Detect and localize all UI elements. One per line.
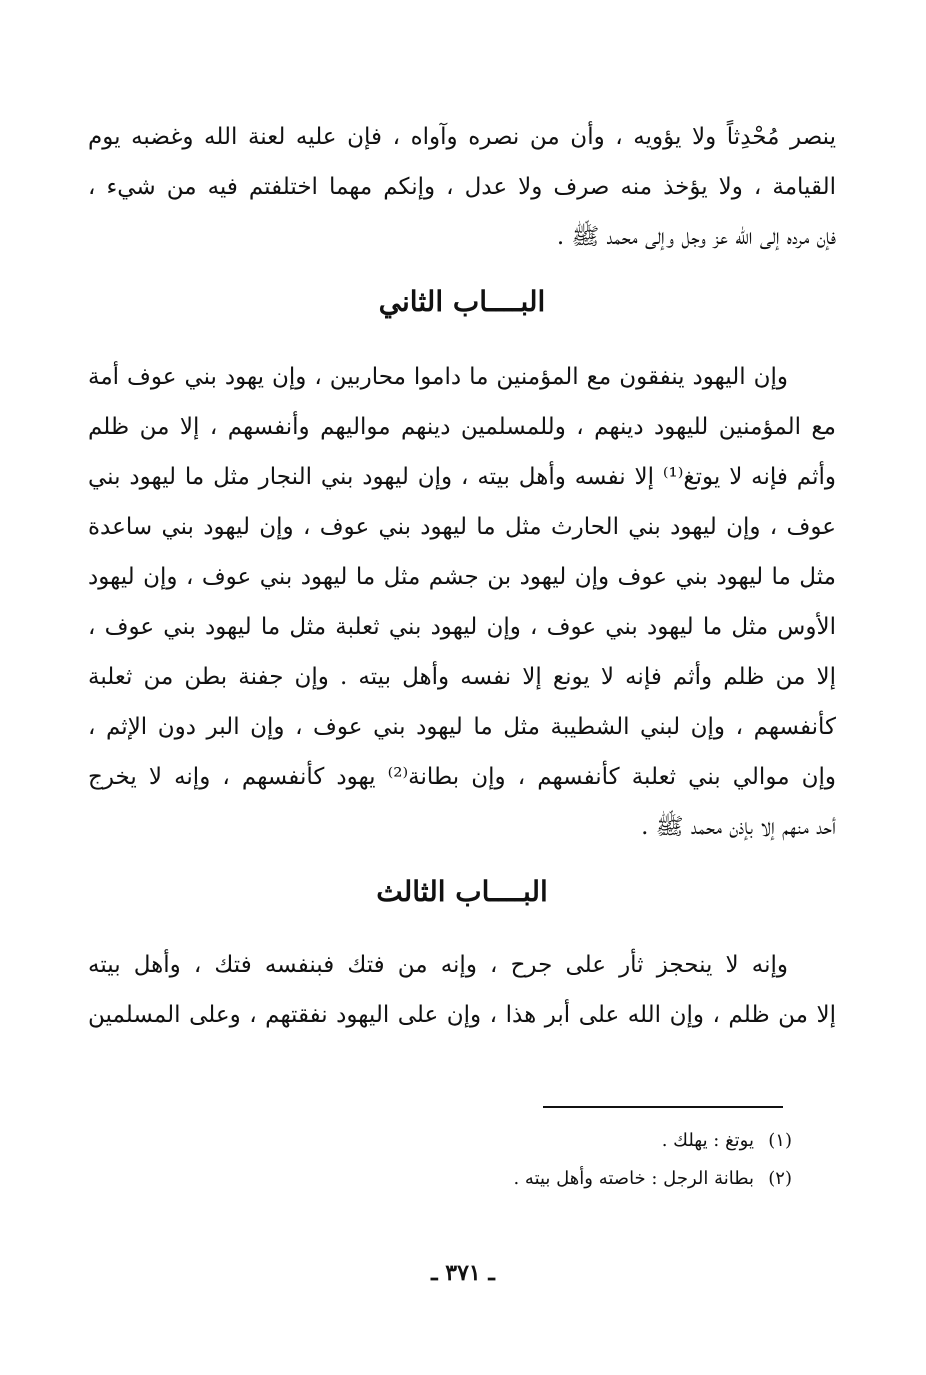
text-line: الأوس مثل ما ليهود بني عوف ، وإن ليهود بني ثعلبة مثل ما ليهود بني عوف ، xyxy=(88,614,836,640)
footnote-item xyxy=(192,1160,792,1198)
text-line: وإن موالي بني ثعلبة كأنفسهم ، وإن بطانة⁽²⁾ يهود كأنفسهم ، وإنه لا يخرج xyxy=(88,764,836,790)
text-line: إلا من ظلم ، وإن الله على أبر هذا ، وإن على اليهود نفقتهم ، وعلى المسلمين xyxy=(88,1002,836,1028)
footnote-number: (٢) xyxy=(768,1168,792,1189)
paragraph-1 xyxy=(88,112,836,262)
text-line: أحد منهم إلا بإذن محمد ﷺ . xyxy=(641,814,836,840)
paragraph-3 xyxy=(88,940,836,1040)
text-line: ينصر مُحْدِثاً ولا يؤويه ، وأن من نصره وآواه ، فإن عليه لعنة الله وغضبه يوم xyxy=(88,124,836,150)
text-line: كأنفسهم ، وإن لبني الشطيبة مثل ما ليهود بني عوف ، وإن البر دون الإثم ، xyxy=(88,714,836,740)
text-line: فإن مرده إلى الله عز وجل وإلى محمد ﷺ . xyxy=(556,224,836,250)
text-line: وإنه لا ينحجز ثأر على جرح ، وإنه من فتك فبنفسه فتك ، وأهل بيته xyxy=(88,952,788,978)
text-line: مثل ما ليهود بني عوف وإن ليهود بن جشم مثل ما ليهود بني عوف ، وإن ليهود xyxy=(88,564,836,590)
footnote-text: يوتغ : يهلك . xyxy=(661,1130,754,1151)
text-line: وإن اليهود ينفقون مع المؤمنين ما داموا محاربين ، وإن يهود بني عوف أمة xyxy=(88,364,788,390)
text-line: إلا من ظلم وأثم فإنه لا يونع إلا نفسه وأهل بيته . وإن جفنة بطن من ثعلبة xyxy=(88,664,836,690)
text-line: عوف ، وإن ليهود بني الحارث مثل ما ليهود بني عوف ، وإن ليهود بني ساعدة xyxy=(88,514,836,540)
text-line: مع المؤمنين لليهود دينهم ، وللمسلمين دينهم مواليهم وأنفسهم ، إلا من ظلم xyxy=(88,414,836,440)
text-line: القيامة ، ولا يؤخذ منه صرف ولا عدل ، وإنكم مهما اختلفتم فيه من شيء ، xyxy=(88,174,836,200)
text-line: وأثم فإنه لا يوتغ⁽¹⁾ إلا نفسه وأهل بيته ، وإن ليهود بني النجار مثل ما ليهود بني xyxy=(88,464,836,490)
page-number: ـ ٣٧١ ـ xyxy=(431,1260,495,1286)
chapter-heading-3: البــــاب الثالث xyxy=(376,875,548,908)
paragraph-2 xyxy=(88,352,836,852)
footnote-separator xyxy=(543,1106,783,1108)
chapter-heading-2: البــــاب الثاني xyxy=(378,285,546,318)
footnotes-list xyxy=(192,1122,792,1198)
footnote-number: (١) xyxy=(768,1130,792,1151)
footnote-text: بطانة الرجل : خاصته وأهل بيته . xyxy=(513,1168,754,1189)
footnote-item xyxy=(192,1122,792,1160)
